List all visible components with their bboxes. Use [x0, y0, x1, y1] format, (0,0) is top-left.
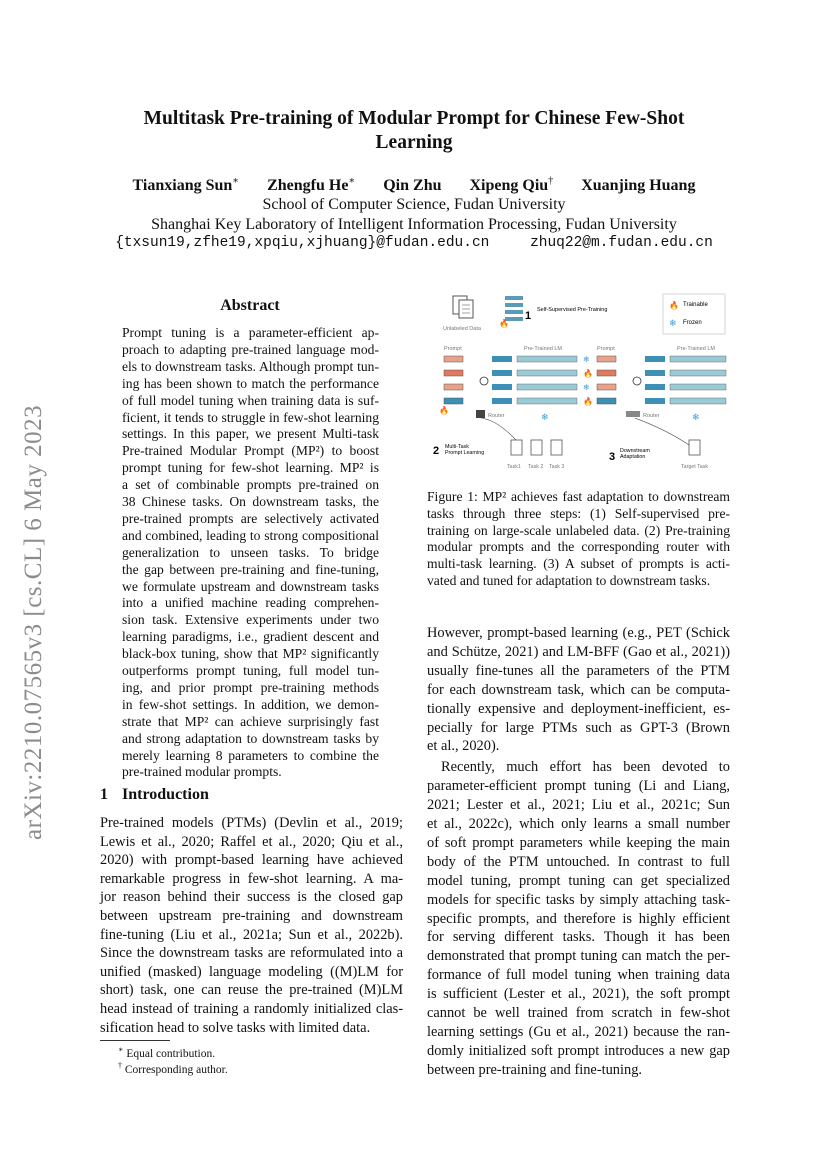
figure-1-diagram [427, 290, 730, 480]
task-docs [511, 440, 562, 455]
paper-title [100, 107, 728, 155]
text-line: is sufficient (Lester et al., 2021), the soft prompt [427, 986, 730, 1003]
task-label: Task1 [507, 464, 521, 470]
text-line: and strong adaptation to downstream tasks by [122, 730, 379, 746]
trainable-flame-icon: 🔥 [669, 301, 679, 310]
unlabeled-data-icon [453, 296, 473, 318]
text-line: vated and tuned for adaptation to downstream tasks. [427, 573, 711, 588]
router-label: Router [643, 413, 660, 419]
text-line: for serving different tasks. Though it has been [427, 929, 730, 946]
router-icon [476, 410, 485, 418]
text-line: specific prompts, and therefore is highly efficient [427, 910, 730, 927]
svg-text:❄: ❄ [583, 383, 590, 392]
text-line: prompt tuning for few-shot learning. MP² is [122, 460, 379, 476]
text-line: outperforms prompt tuning, full model tun- [122, 663, 379, 678]
task-label: Task 3 [549, 464, 565, 470]
target-task-doc [689, 440, 700, 455]
task-label: Task 2 [528, 464, 544, 470]
text-line: models for specific tasks by simply attaching task- [427, 891, 730, 908]
text-line: et al., 2020). [427, 738, 500, 755]
flame-icon: 🔥 [439, 406, 449, 415]
text-line: the gap between pre-training and fine-tuning, [122, 561, 379, 577]
plm-label: Pre-Trained LM [524, 346, 563, 352]
text-line: remarkable progress in few-shot learning. A ma- [100, 870, 403, 887]
step-2-label: Multi-Task Prompt Learning [445, 444, 485, 456]
text-line: we formulate upstream and downstream tasks [122, 578, 379, 594]
text-line: Since the downstream tasks are reformulated into a [100, 945, 403, 962]
text-line: settings. In this paper, we present Multi-task [122, 426, 379, 442]
text-line: merely learning 8 parameters to combine the [122, 747, 379, 763]
text-line: parameter-efficient prompt tuning (Li and Liang, [427, 778, 730, 795]
text-line: pecially for large PTMs such as GPT-3 (Brown [427, 719, 730, 736]
section-heading: 1 Introduction [100, 786, 209, 803]
arxiv-identifier: arXiv:2210.07565v3 [cs.CL] 6 May 2023 [20, 404, 47, 840]
title-line: Multitask Pre-training of Modular Prompt for Chinese Few-Shot [143, 108, 685, 129]
abstract-heading: Abstract [220, 297, 280, 314]
title-line: Learning [375, 132, 453, 153]
step-3-label: Downstream Adaptation [620, 448, 650, 460]
text-line: usually fine-tunes all the parameters of the PTM [427, 662, 730, 679]
plm-right [645, 356, 726, 404]
text-line: Pre-trained models (PTMs) (Devlin et al., 2019; [100, 815, 403, 831]
text-line: head instead of training a randomly initialized clas- [100, 1001, 403, 1017]
text-line: tasks through three steps: (1) Self-supervised pre- [427, 505, 730, 521]
text-line: ficient, it tends to struggle in few-shot learning [122, 409, 379, 425]
flame-icon: 🔥 [499, 319, 509, 328]
frozen-icon: ❄ [541, 412, 549, 422]
svg-text:🔥: 🔥 [583, 369, 593, 378]
text-line: short) task, one can reuse the pre-trained (M)LM [100, 982, 403, 999]
author: Xuanjing Huang [581, 177, 696, 195]
text-line: els to downstream tasks. Although prompt tun- [122, 358, 379, 374]
legend [663, 294, 725, 334]
text-line: and Schütze, 2021) and LM-BFF (Gao et al., 2021)) [427, 643, 730, 660]
footnote: ∗ Equal contribution. [118, 1045, 216, 1060]
plm-left [492, 356, 577, 404]
text-line: Lewis et al., 2020; Raffel et al., 2020; Qiu et al., [100, 833, 403, 850]
combine-node [480, 377, 488, 385]
text-line: training on large-scale unlabeled data. (2) Pre-training [427, 522, 730, 538]
text-line: sion task. Extensive experiments under two [122, 612, 379, 628]
text-line: body of the PTM untouched. In contrast to full [427, 853, 730, 870]
text-line: 38 Chinese tasks. On downstream tasks, the [122, 494, 379, 509]
text-line: generalization to unseen tasks. To bridge [122, 544, 379, 560]
text-line: and combined, leading to strong compositional [122, 527, 379, 543]
pretraining-stack [505, 296, 523, 321]
text-line: demonstrated that prompt tuning can match the per- [427, 948, 730, 965]
step-1-number: 1 [525, 310, 532, 322]
text-line: However, prompt-based learning (e.g., PET (Schick [427, 625, 730, 641]
combine-node [633, 377, 641, 385]
author: Tianxiang Sun∗ [132, 176, 240, 195]
text-line: learning paradigms, i.e., gradient descent and [122, 629, 379, 645]
text-line: unified (masked) language modeling ((M)LM for [100, 963, 403, 980]
email[interactable]: {txsun19,zfhe19,xpqiu,xjhuang}@fudan.edu.cn [115, 235, 490, 251]
text-line: modular prompts and the corresponding router with [427, 539, 730, 555]
text-line: Recently, much effort has been devoted to [441, 759, 730, 776]
text-line: a set of combinable prompts pre-trained on [122, 477, 379, 493]
text-line: pre-trained prompts are selectively activated [122, 510, 379, 526]
prompt-label: Prompt [597, 346, 615, 352]
frozen-icon: ❄ [692, 412, 700, 422]
step-2-number: 2 [433, 445, 440, 457]
text-line: model tuning, prompt tuning can get specialized [427, 872, 730, 889]
text-line: between upstream pre-training and downstream [100, 908, 403, 924]
text-line: for each downstream task, which can be computa- [427, 681, 730, 698]
text-line: between pre-training and fine-tuning. [427, 1061, 642, 1078]
text-line: pre-trained modular prompts. [122, 764, 282, 780]
svg-text:❄: ❄ [583, 355, 590, 364]
author: Qin Zhu [383, 177, 442, 195]
text-line: fine-tuning (Liu et al., 2021a; Sun et al., 2022b). [100, 926, 403, 943]
email[interactable]: zhuq22@m.fudan.edu.cn [530, 235, 713, 251]
step-1-label: Self-Supervised Pre-Training [537, 307, 608, 313]
footnote: † Corresponding author. [118, 1061, 228, 1076]
author: Xipeng Qiu† [469, 176, 554, 195]
text-line: jor reason behind their success is the closed gap [100, 889, 403, 906]
router-icon [626, 411, 640, 417]
text-line: formance of full model tuning when training data [427, 967, 730, 984]
text-line: Prompt tuning is a parameter-efficient ap- [122, 325, 379, 340]
text-line: tionally expensive and deployment-inefficient, es- [427, 700, 730, 717]
text-line: 2020) with prompt-based learning have achieved [100, 852, 403, 869]
prompt-label: Prompt [444, 346, 462, 352]
step-3-number: 3 [609, 451, 616, 463]
text-line: strate that MP² can achieve surprisingly fast [122, 713, 379, 729]
affiliation: School of Computer Science, Fudan University [262, 196, 566, 213]
text-line: of full model tuning when training data is suf- [122, 392, 379, 408]
prompt-bank-left [444, 356, 463, 404]
text-line: et al., 2022c), which only learns a small number [427, 816, 730, 832]
text-line: black-box tuning, show that MP² significantly [122, 646, 379, 662]
text-line: domly initialized soft prompt introduces a new gap [427, 1042, 730, 1059]
text-line: Figure 1: MP² achieves fast adaptation to downstream [427, 489, 730, 504]
footnote-rule [100, 1040, 170, 1041]
frozen-snowflake-icon: ❄ [669, 318, 677, 328]
text-line: ing has been shown to match the performance [122, 375, 379, 391]
text-line: multi-task learning. (3) A subset of prompts is acti- [427, 556, 730, 572]
unlabeled-data-label: Unlabeled Data [443, 326, 481, 332]
author-list [80, 176, 748, 195]
text-line: learning settings (Gu et al., 2021) because the ran- [427, 1023, 730, 1040]
text-line: ing, and prior prompt pre-training methods [122, 679, 379, 695]
text-line: into a unified machine reading comprehen- [122, 595, 379, 611]
plm-label: Pre-Trained LM [677, 346, 716, 352]
text-line: in few-shot settings. In addition, we demon- [122, 696, 379, 712]
text-line: sification head to solve tasks with limited data. [100, 1019, 371, 1036]
text-line: of soft prompt parameters while keeping the main [427, 834, 730, 851]
text-line: 2021; Lester et al., 2021; Liu et al., 2021c; Sun [427, 797, 730, 814]
legend-frozen: Frozen [683, 320, 702, 326]
text-line: Pre-trained Modular Prompt (MP²) to boost [122, 443, 379, 459]
text-line: cannot be well trained from scratch in few-shot [427, 1005, 730, 1021]
legend-trainable: Trainable [683, 302, 708, 308]
router-label: Router [488, 413, 505, 419]
svg-text:🔥: 🔥 [583, 397, 593, 406]
author-emails [80, 235, 748, 251]
target-task-label: Target Task [681, 464, 708, 470]
prompt-bank-right [597, 356, 616, 404]
author: Zhengfu He∗ [267, 176, 356, 195]
text-line: proach to adapting pre-trained language mod- [122, 341, 379, 357]
affiliation: Shanghai Key Laboratory of Intelligent Information Processing, Fudan University [151, 216, 677, 233]
